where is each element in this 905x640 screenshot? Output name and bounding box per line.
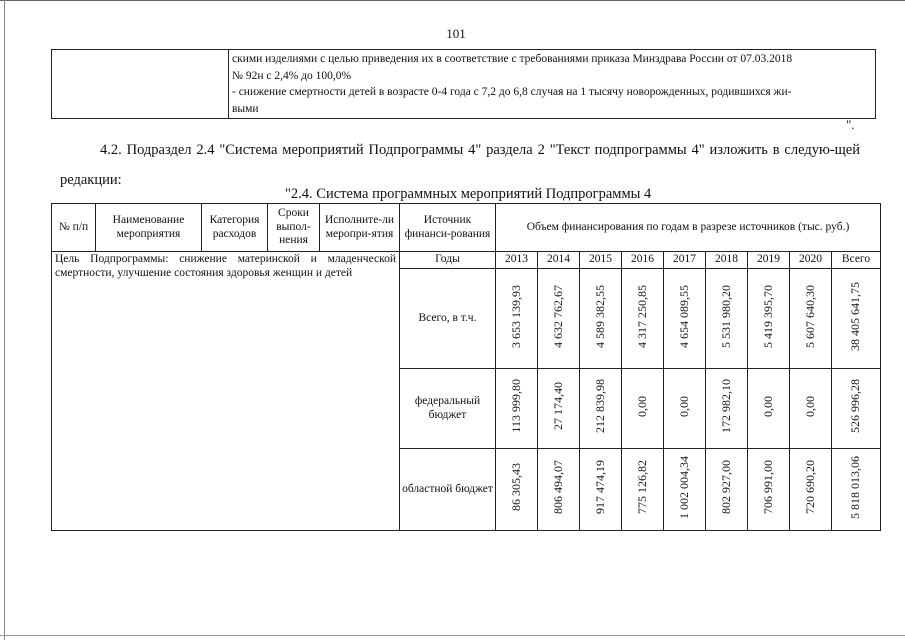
year-header: 2019 [748, 252, 790, 269]
header-source: Источник финанси-рования [400, 204, 496, 252]
value-regional-2013: 86 305,43 [508, 463, 523, 512]
header-category: Категория расходов [202, 204, 268, 252]
fragment-line: № 92н с 2,4% до 100,0% [232, 69, 352, 82]
table-cell [580, 269, 622, 369]
year-header: 2014 [538, 252, 580, 269]
value-regional-2015: 917 474,19 [592, 460, 607, 515]
year-header: Всего [832, 252, 881, 269]
fragment-line: скими изделиями с целью приведения их в соответствие с требованиями приказа Минздрава России от 07.03.2018 [232, 53, 793, 65]
years-label: Годы [400, 252, 496, 269]
table-cell [580, 449, 622, 531]
year-header: 2013 [496, 252, 538, 269]
header-num: № п/п [52, 204, 96, 252]
scan-edge-line [0, 635, 905, 636]
value-total-2013: 3 653 139,93 [508, 284, 523, 348]
value-federal-2019: 0,00 [760, 395, 775, 417]
header-terms: Сроки выпол-нения [268, 204, 320, 252]
fragment-text-cell [229, 50, 876, 119]
value-federal-2013: 113 999,80 [508, 379, 523, 434]
fragment-empty-cell [52, 50, 229, 119]
table-cell [706, 369, 748, 449]
table-cell [622, 369, 664, 449]
value-federal-2017: 0,00 [676, 395, 691, 417]
scan-edge-line [0, 0, 905, 1]
table-cell [706, 269, 748, 369]
table-cell [664, 369, 706, 449]
table-cell [496, 269, 538, 369]
year-header: 2017 [664, 252, 706, 269]
fragment-line: - снижение смертности детей в возрасте 0-4 года с 7,2 до 6,8 случая на 1 тысячу новорожденных, родившихся жи- [232, 86, 792, 98]
table-cell [706, 449, 748, 531]
value-federal-2014: 27 174,40 [550, 382, 565, 431]
table-cell [580, 369, 622, 449]
year-header: 2020 [790, 252, 832, 269]
table-cell [832, 269, 881, 369]
table-cell [664, 269, 706, 369]
value-federal-all: 526 996,28 [848, 379, 863, 434]
value-federal-2016: 0,00 [634, 395, 649, 417]
value-federal-2020: 0,00 [802, 395, 817, 417]
value-total-2018: 5 531 980,20 [718, 284, 733, 348]
closing-quote: ". [846, 117, 855, 132]
table-cell [622, 269, 664, 369]
fragment-line: выми [232, 102, 259, 115]
amendment-instruction: 4.2. Подраздел 2.4 "Система мероприятий Подпрограммы 4" раздела 2 "Текст подпрограммы 4" изложить в следую-щей редакции: [60, 142, 860, 188]
subprogram-goal: Цель Подпрограммы: снижение материнской и младенческой смертности, улучшение состояния здоровья женщин и детей [52, 252, 400, 531]
table-cell [832, 449, 881, 531]
page-number: 101 [446, 26, 466, 41]
table-cell [748, 449, 790, 531]
table-cell [790, 369, 832, 449]
value-regional-2014: 806 494,07 [550, 460, 565, 515]
value-total-2017: 4 654 089,55 [676, 284, 691, 348]
value-total-2019: 5 419 395,70 [760, 284, 775, 348]
table-cell [538, 269, 580, 369]
table-cell [790, 269, 832, 369]
table-cell [832, 369, 881, 449]
scan-edge-line [4, 0, 5, 640]
value-total-all: 38 405 641,75 [848, 281, 863, 351]
value-federal-2015: 212 839,98 [592, 379, 607, 434]
value-regional-2017: 1 002 004,34 [676, 455, 691, 519]
value-regional-2018: 802 927,00 [718, 460, 733, 515]
source-federal: федеральный бюджет [400, 369, 496, 449]
value-regional-all: 5 818 013,06 [848, 455, 863, 519]
table-cell [748, 369, 790, 449]
section-title: "2.4. Система программных мероприятий Подпрограммы 4 [285, 186, 652, 202]
value-total-2014: 4 632 762,67 [550, 284, 565, 348]
table-cell [538, 369, 580, 449]
table-cell [538, 449, 580, 531]
value-regional-2016: 775 126,82 [634, 460, 649, 515]
header-executors: Исполните-ли меропри-ятия [320, 204, 400, 252]
year-header: 2016 [622, 252, 664, 269]
year-header: 2015 [580, 252, 622, 269]
header-name: Наименование мероприятия [96, 204, 202, 252]
value-total-2015: 4 589 382,55 [592, 284, 607, 348]
program-measures-table [51, 203, 881, 531]
table-cell [496, 369, 538, 449]
table-cell [790, 449, 832, 531]
table-cell [622, 449, 664, 531]
value-total-2016: 4 317 250,85 [634, 284, 649, 348]
table-cell [496, 449, 538, 531]
table-cell [748, 269, 790, 369]
previous-table-fragment [51, 49, 876, 119]
value-regional-2020: 720 690,20 [802, 460, 817, 515]
source-regional: областной бюджет [400, 449, 496, 531]
header-volume: Объем финансирования по годам в разрезе источников (тыс. руб.) [496, 204, 881, 252]
value-federal-2018: 172 982,10 [718, 379, 733, 434]
source-total: Всего, в т.ч. [400, 269, 496, 369]
value-regional-2019: 706 991,00 [760, 460, 775, 515]
table-cell [664, 449, 706, 531]
year-header: 2018 [706, 252, 748, 269]
value-total-2020: 5 607 640,30 [802, 284, 817, 348]
